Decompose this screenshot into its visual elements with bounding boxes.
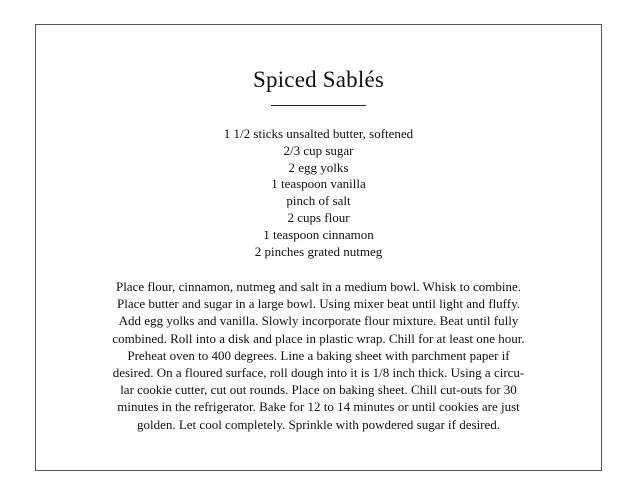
ingredient-item: 1 teaspoon vanilla [271, 176, 366, 192]
directions-line: Preheat oven to 400 degrees. Line a baking sheet with parchment paper if [127, 347, 510, 363]
ingredient-item: pinch of salt [286, 193, 351, 209]
directions-line: Add egg yolks and vanilla. Slowly incorporate flour mixture. Beat until fully [118, 313, 519, 329]
recipe-title: Spiced Sablés [253, 67, 384, 92]
ingredient-item: 2/3 cup sugar [283, 142, 354, 158]
directions-line: Place flour, cinnamon, nutmeg and salt in a medium bowl. Whisk to combine. [115, 279, 522, 294]
ingredient-item: 1 teaspoon cinnamon [263, 226, 374, 242]
ingredient-item: 1 1/2 sticks unsalted butter, softened [223, 126, 414, 141]
ingredient-item: 2 egg yolks [288, 159, 349, 175]
ingredient-item: 2 pinches grated nutmeg [254, 243, 383, 259]
directions-line: lar cookie cutter, cut out rounds. Place on baking sheet. Chill cut-outs for 30 [120, 382, 517, 398]
directions-line: golden. Let cool completely. Sprinkle with powdered sugar if desired. [136, 416, 501, 432]
directions-line: Place butter and sugar in a large bowl. Using mixer beat until light and fluffy. [116, 296, 521, 312]
recipe-directions [64, 278, 573, 433]
directions-line: desired. On a floured surface, roll dough into it is 1/8 inch thick. Using a circu- [112, 365, 525, 381]
title-divider [271, 105, 366, 106]
ingredient-list [36, 126, 601, 260]
directions-line: combined. Roll into a disk and place in plastic wrap. Chill for at least one hour. [112, 330, 525, 346]
directions-line: minutes in the refrigerator. Bake for 12 to 14 minutes or until cookies are just [117, 399, 520, 415]
recipe-card [35, 24, 602, 471]
ingredient-item: 2 cups flour [287, 209, 350, 225]
